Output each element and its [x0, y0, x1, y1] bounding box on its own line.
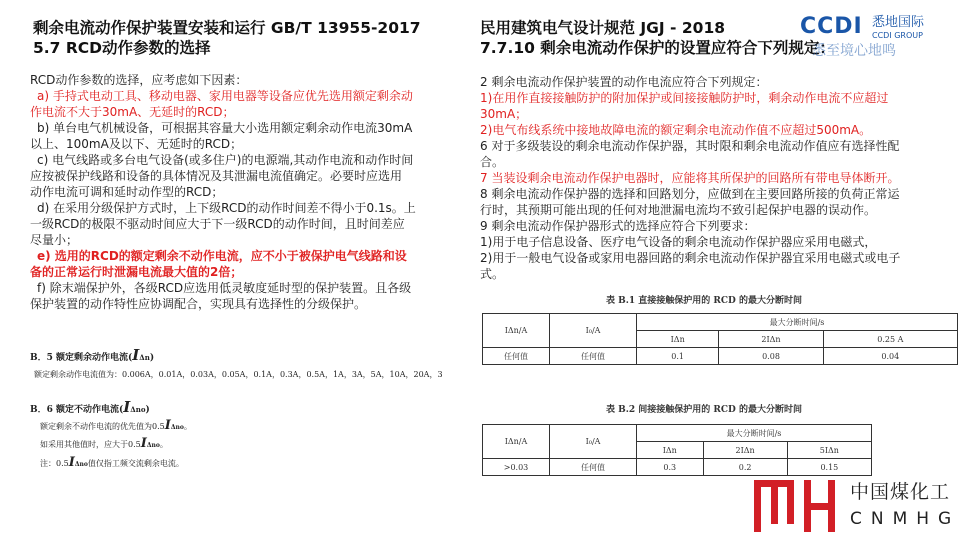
table-b1-cell: 0.08	[719, 348, 823, 365]
cnmhg-cn: 中国煤化工	[850, 481, 951, 503]
b5-heading: B．5 额定剩余动作电流(IΔn)	[30, 346, 155, 364]
left-title-line2: 5.7 RCD动作参数的选择	[33, 39, 211, 57]
ccdi-en: CCDI GROUP	[872, 31, 923, 40]
table-b1-cell: 0.04	[823, 348, 957, 365]
table-b2-cell: 0.2	[703, 459, 787, 476]
table-b2-header-col1: IΔn/A	[483, 425, 550, 459]
right-title-line2: 7.7.10 剩余电流动作保护的设置应符合下列规定：	[480, 39, 835, 57]
right-p2-1-line2: 30mA；	[480, 107, 528, 121]
table-b2	[482, 424, 872, 476]
table-b1-cell: 0.1	[637, 348, 719, 365]
table-b1-header-sub2: 2IΔn	[719, 331, 823, 348]
left-body	[30, 72, 460, 312]
ccdi-mark: CCDI	[800, 14, 863, 39]
cnmhg-mark-icon	[752, 476, 844, 534]
b6-heading: B．6 额定不动作电流(IΔno)	[30, 398, 150, 416]
right-p9: 9 剩余电流动作保护器形式的选择应符合下列要求：	[480, 219, 756, 233]
right-p9-2-line2: 式。	[480, 267, 505, 281]
table-b2-cell: 0.3	[637, 459, 704, 476]
right-p6-line1: 6 对于多级装设的剩余电流动作保护器，其时限和剩余电流动作值应有选择性配	[480, 139, 900, 153]
table-b1-caption: 表 B.1 直接接触保护用的 RCD 的最大分断时间	[606, 296, 802, 306]
left-item-f-line2: 保护装置的动作特性应协调配合，实现具有选择性的分级保护。	[30, 297, 367, 311]
table-b2-cell: >0.03	[483, 459, 550, 476]
right-p8-line2: 行时，其预期可能出现的任何对地泄漏电流均不致引起保护电器的误动作。	[480, 203, 877, 217]
table-b2-header-sub2: 2IΔn	[703, 442, 787, 459]
left-title-line1: 剩余电流动作保护装置安装和运行 GB/T 13955-2017	[33, 19, 421, 37]
right-title-line1: 民用建筑电气设计规范 JGJ - 2018	[480, 19, 726, 37]
left-item-d-line2: 一级RCD的极限不驱动时间应大于下一级RCD的动作时间，且时间差应	[30, 217, 405, 231]
table-b1-header-col2: I₀/A	[550, 314, 637, 348]
left-item-c-line2: 应按被保护线路和设备的具体情况及其泄漏电流值确定。必要时应选用	[30, 169, 403, 183]
right-p2-1-line1: 1)在用作直接接触防护的附加保护或间接接触防护时，剩余动作电流不应超过	[480, 91, 889, 105]
left-item-a-line2: 作电流不大于30mA、无延时的RCD；	[30, 105, 235, 119]
table-b1-header-sub1: IΔn	[637, 331, 719, 348]
b5-symbol: I	[132, 346, 140, 364]
left-item-f-line1: f) 除末端保护外，各级RCD应选用低灵敏度延时型的保护装置。且各级	[37, 281, 412, 295]
right-p2: 2 剩余电流动作保护装置的动作电流应符合下列规定：	[480, 75, 768, 89]
table-b1-header-sub3: 0.25 A	[823, 331, 957, 348]
table-b1-cell: 任何值	[550, 348, 637, 365]
table-b2-cell: 任何值	[550, 459, 637, 476]
left-item-c-line3: 动作电流可调和延时动作型的RCD；	[30, 185, 224, 199]
left-intro: RCD动作参数的选择，应考虑如下因素：	[30, 73, 248, 87]
table-b1-cell: 任何值	[483, 348, 550, 365]
cnmhg-logo	[752, 474, 960, 536]
table-b1-header-group: 最大分断时间/s	[637, 314, 958, 331]
right-p9-1: 1)用于电子信息设备、医疗电气设备的剩余电流动作保护器应采用电磁式，	[480, 235, 877, 249]
table-b2-cell: 0.15	[787, 459, 871, 476]
table-b1	[482, 313, 958, 365]
right-p8-line1: 8 剩余电流动作保护器的选择和回路划分，应做到在主要回路所接的负荷正常运	[480, 187, 900, 201]
b6-line1: 额定剩余不动作电流的优先值为0.5IΔno。	[40, 418, 192, 433]
right-body	[480, 74, 950, 282]
table-b2-caption: 表 B.2 间接接触保护用的 RCD 的最大分断时间	[606, 405, 802, 415]
right-p9-2-line1: 2)用于一般电气设备或家用电器回路的剩余电流动作保护器宜采用电磁式或电子	[480, 251, 901, 265]
left-item-a-line1: a) 手持式电动工具、移动电器、家用电器等设备应优先选用额定剩余动	[37, 89, 413, 103]
left-item-b-line2: 以上、100mA及以下、无延时的RCD；	[30, 137, 243, 151]
left-item-c-line1: c) 电气线路或多台电气设备(或多住户)的电源端,其动作电流和动作时间	[37, 153, 414, 167]
ccdi-logo	[800, 14, 950, 66]
ccdi-cn: 悉地国际	[872, 15, 925, 30]
b5-values: 额定剩余动作电流值为：0.006A，0.01A，0.03A，0.05A，0.1A，0.3A，0.5A，1A，3A，5A，10A，20A，3	[34, 370, 443, 379]
left-item-b-line1: b) 单台电气机械设备，可根据其容量大小选用额定剩余动作电流30mA	[37, 121, 413, 135]
table-b2-header-group: 最大分断时间/s	[637, 425, 872, 442]
table-b1-header-col1: IΔn/A	[483, 314, 550, 348]
left-item-e-line2: 备的正常运行时泄漏电流最大值的2倍；	[30, 265, 243, 279]
table-b2-header-col2: I₀/A	[550, 425, 637, 459]
ccdi-watermark: 悉至境心地鸣	[812, 43, 896, 59]
b6-line2: 如采用其他值时，应大于0.5IΔno。	[40, 436, 168, 451]
b6-note: 注：0.5IΔno值仅指工频交流剩余电流。	[40, 455, 184, 470]
left-item-e-line1: e) 选用的RCD的额定剩余不动作电流，应不小于被保护电气线路和设	[37, 249, 407, 263]
left-item-d-line1: d) 在采用分级保护方式时，上下级RCD的动作时间差不得小于0.1s。上	[37, 201, 416, 215]
table-b2-header-sub3: 5IΔn	[787, 442, 871, 459]
right-p7: 7 当装设剩余电流动作保护电器时，应能将其所保护的回路所有带电导体断开。	[480, 171, 900, 185]
table-b2-header-sub1: IΔn	[637, 442, 704, 459]
b6-symbol: I	[123, 398, 131, 416]
left-item-d-line3: 尽量小；	[30, 233, 79, 247]
right-p6-line2: 合。	[480, 155, 505, 169]
right-p2-2: 2)电气布线系统中接地故障电流的额定剩余电流动作值不应超过500mA。	[480, 123, 872, 137]
cnmhg-en: CNMHG	[850, 509, 960, 529]
